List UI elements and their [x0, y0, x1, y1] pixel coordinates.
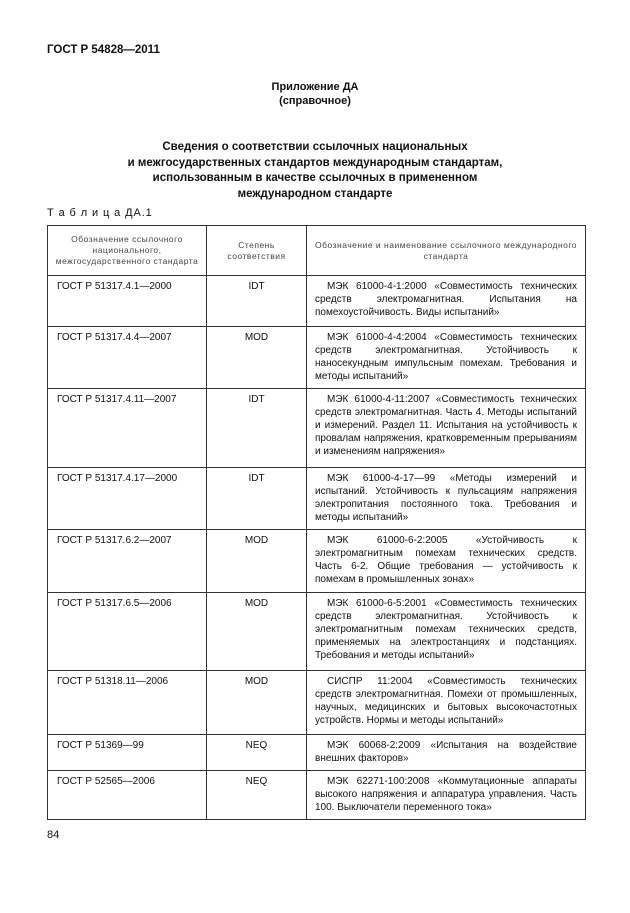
- degree-cell: MOD: [207, 671, 307, 735]
- title-line: международном стандарте: [237, 187, 393, 200]
- standard-code: ГОСТ Р 54828—2011: [47, 44, 160, 56]
- national-standard-cell: ГОСТ Р 51317.4.1—2000: [48, 276, 207, 327]
- national-standard-cell: ГОСТ Р 51318.11—2006: [48, 671, 207, 735]
- degree-cell: MOD: [207, 327, 307, 389]
- table-row: [48, 735, 586, 771]
- table-row: [48, 530, 586, 593]
- table-row: [48, 468, 586, 530]
- header-degree: Степень соответствия: [207, 226, 307, 276]
- degree-cell: MOD: [207, 530, 307, 593]
- international-standard-cell: МЭК 62271-100:2008 «Коммутационные аппараты высокого напряжения и аппаратура управления. Часть 100. Выключатели переменного тока»: [307, 771, 586, 820]
- header-national-standard: Обозначение ссылочного национального, межгосударственного стандарта: [48, 226, 207, 276]
- annex-subtitle: (справочное): [279, 95, 351, 107]
- table-row: [48, 327, 586, 389]
- title-line: и межгосударственных стандартов международным стандартам,: [127, 156, 503, 169]
- table-row: [48, 671, 586, 735]
- international-standard-cell: МЭК 61000-4-1:2000 «Совместимость технических средств электромагнитная. Испытания на помехоустойчивость. Виды испытаний»: [307, 276, 586, 327]
- annex-title: Приложение ДА: [271, 81, 359, 93]
- title-line: использованным в качестве ссылочных в примененном: [152, 172, 478, 184]
- table-row: [48, 593, 586, 671]
- degree-cell: MOD: [207, 593, 307, 671]
- international-standard-cell: МЭК 61000-6-2:2005 «Устойчивость к электромагнитным помехам технических средств. Часть 6-2. Общие требования — устойчивость к помехам в промышленных зонах»: [307, 530, 586, 593]
- national-standard-cell: ГОСТ Р 51317.4.4—2007: [48, 327, 207, 389]
- table-caption: Т а б л и ц а ДА.1: [47, 207, 153, 219]
- page-number: 84: [47, 829, 60, 841]
- degree-cell: IDT: [207, 276, 307, 327]
- degree-cell: IDT: [207, 389, 307, 468]
- national-standard-cell: ГОСТ Р 51317.6.5—2006: [48, 593, 207, 671]
- table-row: [48, 771, 586, 820]
- international-standard-cell: МЭК 61000-6-5:2001 «Совместимость технических средств электромагнитная. Устойчивость к электромагнитным помехам технических средств, применяемых на электростанциях и подстанциях. Требования и методы испытаний»: [307, 593, 586, 671]
- national-standard-cell: ГОСТ Р 51317.4.17—2000: [48, 468, 207, 530]
- international-standard-cell: СИСПР 11:2004 «Совместимость технических средств электромагнитная. Помехи от промышленных, научных, медицинских и бытовых высокочастотных устройств. Нормы и методы испытаний»: [307, 671, 586, 735]
- degree-cell: IDT: [207, 468, 307, 530]
- national-standard-cell: ГОСТ Р 51317.6.2—2007: [48, 530, 207, 593]
- annex-heading: [0, 80, 630, 108]
- correspondence-table: [47, 225, 586, 820]
- degree-cell: NEQ: [207, 771, 307, 820]
- international-standard-cell: МЭК 60068-2:2009 «Испытания на воздействие внешних факторов»: [307, 735, 586, 771]
- header-international-standard: Обозначение и наименование ссылочного международного стандарта: [307, 226, 586, 276]
- national-standard-cell: ГОСТ Р 51369—99: [48, 735, 207, 771]
- international-standard-cell: МЭК 61000-4-17—99 «Методы измерений и испытаний. Устойчивость к пульсациям напряжения электропитания постоянного тока. Требования и методы испытаний»: [307, 468, 586, 530]
- national-standard-cell: ГОСТ Р 51317.4.11—2007: [48, 389, 207, 468]
- international-standard-cell: МЭК 61000-4-4:2004 «Совместимость технических средств электромагнитная. Устойчивость к наносекундным импульсным помехам. Требования и методы испытаний»: [307, 327, 586, 389]
- table-row: [48, 389, 586, 468]
- international-standard-cell: МЭК 61000-4-11:2007 «Совместимость технических средств электромагнитная. Часть 4. Методы испытаний и измерений. Раздел 11. Испытания на устойчивость к провалам напряжения, кратковременным прерываниям и изменениям напряжения»: [307, 389, 586, 468]
- national-standard-cell: ГОСТ Р 52565—2006: [48, 771, 207, 820]
- title-line: Сведения о соответствии ссылочных национальных: [162, 141, 468, 153]
- table-header-row: [48, 226, 586, 276]
- document-title: [100, 140, 530, 202]
- degree-cell: NEQ: [207, 735, 307, 771]
- table-row: [48, 276, 586, 327]
